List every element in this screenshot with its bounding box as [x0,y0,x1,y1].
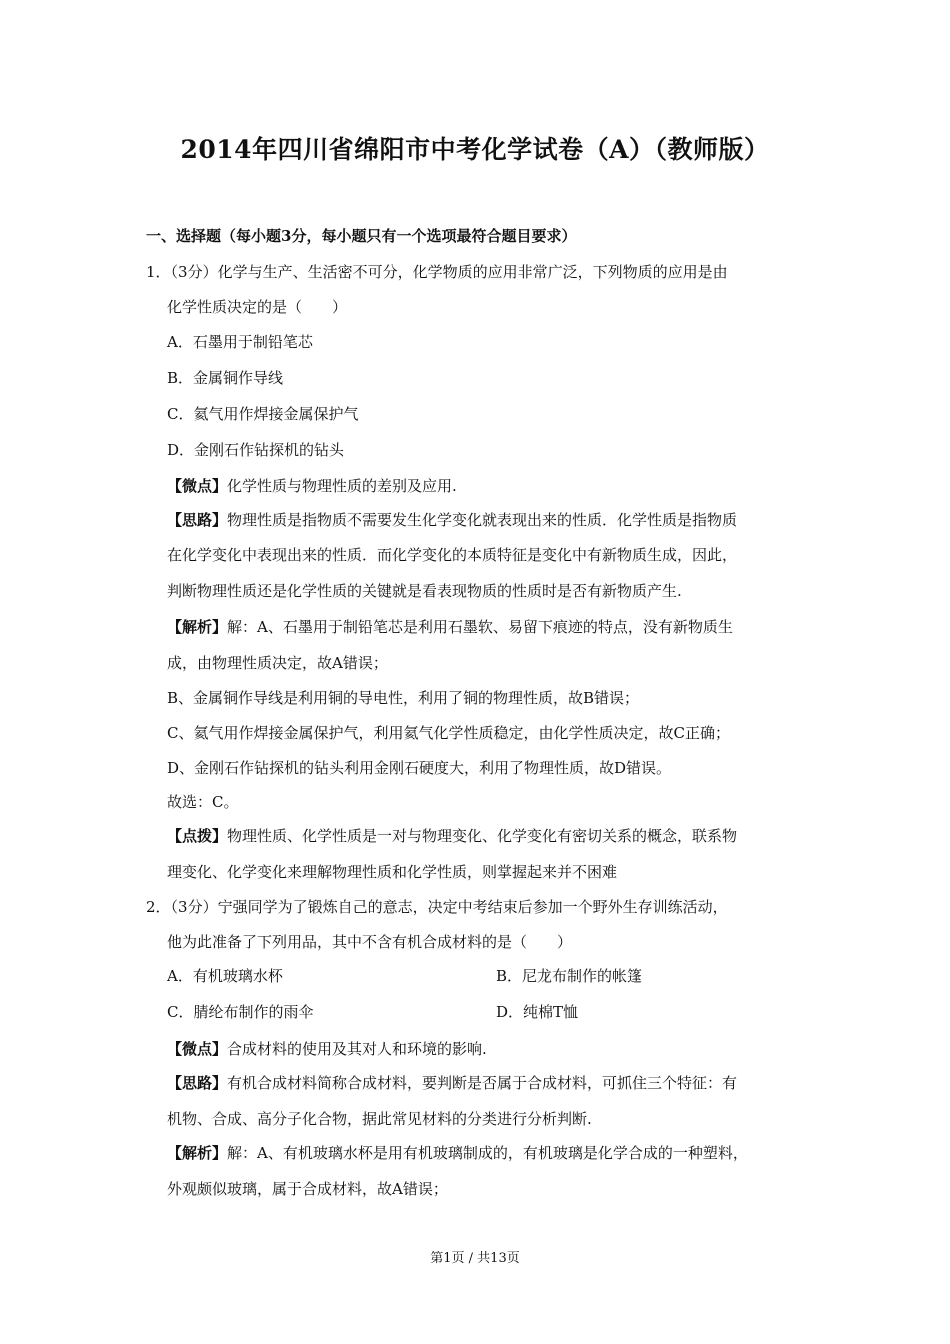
silu-text: 物理性质是指物质不需要发生化学变化就表现出来的性质．化学性质是指物质 [227,511,738,529]
jiexi-text: 解：A、石墨用于制铅笔芯是利用石墨软、易留下痕迹的特点，没有新物质生 [227,618,733,636]
q2-option-a: A．有机玻璃水杯 [167,967,283,985]
q1-jiexi-line-5: D、金刚石作钻探机的钻头利用金刚石硬度大，利用了物理性质，故D错误。 [167,759,672,777]
q1-jiexi-line-1 [167,617,733,637]
q2-silu-line-1 [167,1073,737,1093]
dianbo-tag: 【点拨】 [167,827,228,845]
q1-option-b: B．金属铜作导线 [167,369,284,387]
weidian-tag: 【微点】 [167,477,228,495]
q2-silu-line-2: 机物、合成、高分子化合物，据此常见材料的分类进行分析判断. [167,1110,592,1128]
q1-answer: 故选：C。 [167,793,239,811]
silu-tag: 【思路】 [167,511,228,529]
q2-stem-line-1: 2．（3分）宁强同学为了锻炼自己的意志，决定中考结束后参加一个野外生存训练活动， [146,898,728,916]
dianbo-text: 物理性质、化学性质是一对与物理变化、化学变化有密切关系的概念，联系物 [227,827,738,845]
q1-jiexi-line-2: 成，由物理性质决定，故A错误； [167,654,388,672]
silu-tag: 【思路】 [167,1074,228,1092]
q2-jiexi-line-1 [167,1143,748,1163]
weidian-text: 化学性质与物理性质的差别及应用. [227,477,457,495]
q1-option-c: C．氦气用作焊接金属保护气 [167,405,359,423]
jiexi-tag: 【解析】 [167,618,228,636]
q2-option-b: B．尼龙布制作的帐篷 [496,967,643,985]
q1-weidian [167,476,457,496]
q2-stem-line-2: 他为此准备了下列用品，其中不含有机合成材料的是（ ） [167,933,573,951]
weidian-text: 合成材料的使用及其对人和环境的影响. [227,1040,487,1058]
q1-option-a: A．石墨用于制铅笔芯 [167,333,313,351]
q2-weidian [167,1039,487,1059]
q1-option-d: D．金刚石作钻探机的钻头 [167,441,345,459]
q2-option-d: D．纯棉T恤 [496,1003,579,1021]
q1-dianbo-line-2: 理变化、化学变化来理解物理性质和化学性质，则掌握起来并不困难 [167,863,618,881]
page-title: 2014年四川省绵阳市中考化学试卷（A）（教师版） [180,135,770,164]
q1-jiexi-line-3: B、金属铜作导线是利用铜的导电性，利用了铜的物理性质，故B错误； [167,689,640,707]
jiexi-text: 解：A、有机玻璃水杯是用有机玻璃制成的，有机玻璃是化学合成的一种塑料， [227,1144,748,1162]
jiexi-tag: 【解析】 [167,1144,228,1162]
q1-stem-line-2: 化学性质决定的是（ ） [167,298,348,316]
q1-jiexi-line-4: C、氦气用作焊接金属保护气，利用氦气化学性质稳定，由化学性质决定，故C正确； [167,724,730,742]
page-footer: 第1页 / 共13页 [430,1251,520,1266]
q1-silu-line-3: 判断物理性质还是化学性质的关键就是看表现物质的性质时是否有新物质产生. [167,582,682,600]
q1-dianbo-line-1 [167,826,737,846]
weidian-tag: 【微点】 [167,1040,228,1058]
section-heading: 一、选择题（每小题3分，每小题只有一个选项最符合题目要求） [146,227,577,245]
silu-text: 有机合成材料简称合成材料，要判断是否属于合成材料，可抓住三个特征：有 [227,1074,738,1092]
q2-option-c: C．腈纶布制作的雨伞 [167,1003,314,1021]
q1-silu-line-1 [167,510,737,530]
q1-silu-line-2: 在化学变化中表现出来的性质．而化学变化的本质特征是变化中有新物质生成，因此， [167,546,738,564]
q2-jiexi-line-2: 外观颇似玻璃，属于合成材料，故A错误； [167,1180,448,1198]
q1-stem-line-1: 1．（3分）化学与生产、生活密不可分，化学物质的应用非常广泛，下列物质的应用是由 [146,263,728,281]
